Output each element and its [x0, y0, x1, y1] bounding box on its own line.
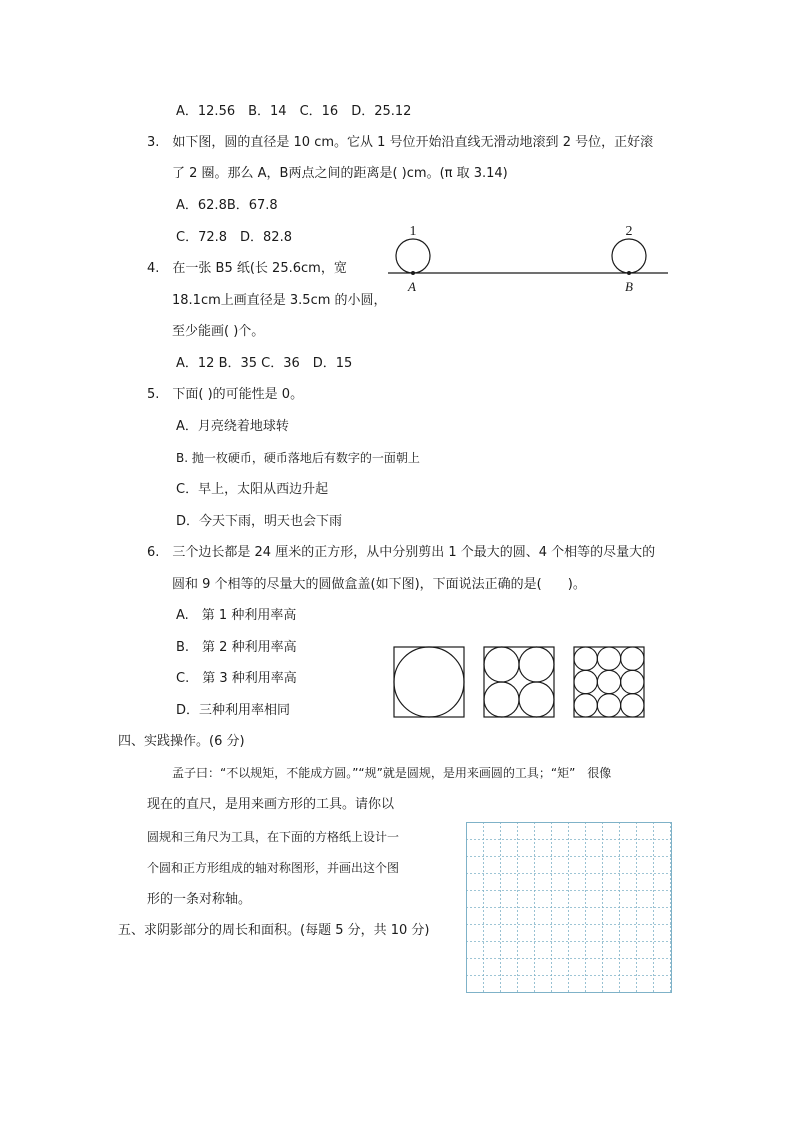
square-one-circle	[394, 647, 464, 717]
q4-stem-line3: 至少能画( )个。	[172, 324, 265, 339]
circle-cutting-figure	[392, 645, 672, 719]
label-2: 2	[625, 224, 633, 239]
q6-stem-line1: 6. 三个边长都是 24 厘米的正方形，从中分别剪出 1 个最大的圆、4 个相等的尽量大的	[147, 545, 656, 560]
point-b	[627, 271, 631, 275]
rolling-circle-figure	[386, 220, 672, 298]
section4-line2: 现在的直尺，是用来画方形的工具。请你以	[147, 797, 395, 812]
q5-option-b: B. 抛一枚硬币，硬币落地后有数字的一面朝上	[176, 451, 420, 465]
section4-heading: 四、实践操作。(6 分)	[118, 734, 245, 749]
q6-stem-line2: 圆和 9 个相等的尽量大的圆做盒盖(如下图)，下面说法正确的是( )。	[172, 577, 586, 592]
section5-heading: 五、求阴影部分的周长和面积。(每题 5 分，共 10 分)	[118, 923, 430, 938]
label-1: 1	[409, 224, 417, 239]
q6-option-a: A. 第 1 种利用率高	[176, 608, 297, 623]
q3-options-cd: C．72.8 D．82.8	[176, 230, 292, 245]
section4-line5: 形的一条对称轴。	[147, 892, 252, 907]
q5-option-c: C．早上，太阳从西边升起	[176, 482, 329, 497]
q6-option-d: D．三种利用率相同	[176, 703, 291, 718]
label-a: A	[408, 279, 416, 294]
q4-options: A．12 B．35 C．36 D．15	[176, 356, 353, 371]
graph-paper-grid[interactable]	[466, 822, 672, 993]
q5-option-d: D．今天下雨，明天也会下雨	[176, 514, 343, 529]
section4-line4: 个圆和正方形组成的轴对称图形，并画出这个图	[147, 861, 400, 875]
q4-stem-line2: 18.1cm上画直径是 3.5cm 的小圆，	[172, 293, 387, 308]
square-nine-circles	[574, 647, 644, 717]
label-b: B	[625, 279, 633, 294]
q5-stem: 5. 下面( )的可能性是 0。	[147, 387, 304, 402]
q5-option-a: A．月亮绕着地球转	[176, 419, 289, 434]
section4-line3: 圆规和三角尺为工具，在下面的方格纸上设计一	[147, 830, 400, 844]
q6-option-c: C. 第 3 种利用率高	[176, 671, 297, 686]
circle-position-2	[612, 239, 646, 273]
point-a	[411, 271, 415, 275]
q4-stem-line1: 4. 在一张 B5 纸(长 25.6cm，宽	[147, 261, 347, 276]
circle-position-1	[396, 239, 430, 273]
q2-options: A．12.56 B．14 C．16 D．25.12	[176, 104, 412, 119]
q3-options-ab: A．62.8B．67.8	[176, 198, 278, 213]
q3-stem-line2: 了 2 圈。那么 A，B两点之间的距离是( )cm。(π 取 3.14)	[172, 166, 508, 181]
q3-stem-line1: 3. 如下图，圆的直径是 10 cm。它从 1 号位开始沿直线无滑动地滚到 2 号位，正好滚	[147, 135, 654, 150]
square-four-circles	[484, 647, 554, 717]
grid-border	[467, 823, 672, 993]
q6-option-b: B. 第 2 种利用率高	[176, 640, 297, 655]
section4-line1: 孟子曰：“不以规矩，不能成方圆。”“规”就是圆规，是用来画圆的工具；“矩” 很像	[172, 766, 612, 780]
